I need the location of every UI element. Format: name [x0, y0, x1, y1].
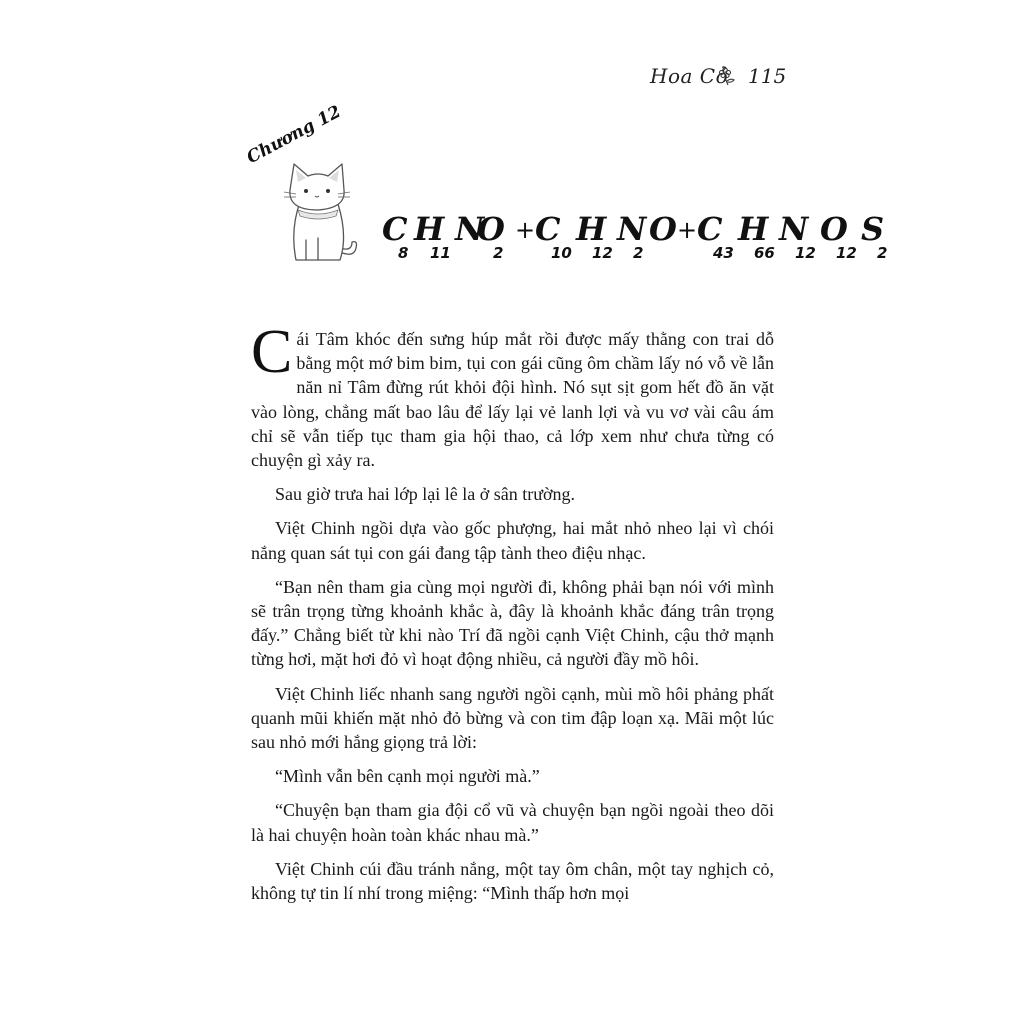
formula-element: H	[414, 210, 445, 248]
paragraph: “Mình vẫn bên cạnh mọi người mà.”	[275, 766, 540, 787]
formula-operator: +	[515, 216, 536, 244]
formula-subscript: 8	[398, 244, 409, 262]
formula-subscript: 12	[836, 244, 857, 262]
formula-subscript: 12	[795, 244, 816, 262]
formula-subscript: 66	[754, 244, 775, 262]
page-number: 115	[748, 64, 787, 88]
drop-cap: C	[251, 318, 293, 386]
formula-element: N	[455, 210, 485, 248]
paragraph: “Chuyện bạn tham gia đội cổ vũ và chuyện bạn ngồi ngoài theo dõi là hai chuyện hoàn toàn khác nhau mà.”	[251, 800, 774, 845]
formula-element: H	[738, 210, 769, 248]
formula-element: C	[535, 210, 561, 248]
paragraph: Việt Chinh cúi đầu tránh nắng, một tay ôm chân, một tay nghịch cỏ, không tự tin lí nhí trong miệng: “Mình thấp hơn mọi	[251, 858, 774, 904]
chapter-label: Chương 12	[243, 101, 345, 168]
book-title: Hoa Cỏ	[650, 64, 729, 88]
paragraph-text: ái Tâm khóc đến sưng húp mắt rồi được mấy thằng con trai dỗ bằng một mớ bim bim, tụi con gái cũng ôm chầm lấy nó vỗ về lẫn năn nỉ Tâm đừng rút khỏi đội hình. Nó sụt sịt gom hết đồ ăn vặt vào lòng, chẳng mất bao lâu để lấy lại vẻ lanh lợi và vu vơ vài câu ám chỉ sẽ vẫn tiếp tục tham gia hội thao, cả lớp xem như chưa từng có chuyện gì xảy ra.	[251, 329, 774, 471]
formula-element: O	[820, 210, 848, 248]
formula-subscript: 10	[551, 244, 572, 262]
formula-subscript: 43	[713, 244, 734, 262]
running-header	[640, 62, 790, 94]
formula-operator: +	[677, 216, 698, 244]
paragraph	[251, 318, 774, 472]
formula-element: C	[382, 210, 408, 248]
chapter-body	[251, 318, 774, 915]
formula-element: C	[697, 210, 723, 248]
formula-subscript: 2	[877, 244, 888, 262]
formula-element: H	[576, 210, 607, 248]
formula-element: S	[861, 210, 885, 248]
formula-element: N	[779, 210, 809, 248]
formula-subscript: 2	[633, 244, 644, 262]
formula-subscript: 2	[493, 244, 504, 262]
paragraph: Sau giờ trưa hai lớp lại lê la ở sân trường.	[275, 484, 576, 505]
cat-icon	[282, 160, 362, 268]
flower-icon	[716, 64, 738, 86]
paragraph: “Bạn nên tham gia cùng mọi người đi, không phải bạn nói với mình sẽ trân trọng từng khoảnh khắc à, đây là khoảnh khắc đáng trân trọng đấy.” Chẳng biết từ khi nào Trí đã ngồi cạnh Việt Chinh, cậu thở mạnh từng hơi, mặt hơi đỏ vì hoạt động nhiều, cả người đầy mồ hôi.	[251, 576, 774, 670]
formula-element: O	[649, 210, 677, 248]
formula-subscript: 11	[430, 244, 451, 262]
formula-element: O	[477, 210, 505, 248]
formula-element: N	[617, 210, 647, 248]
chemical-formula	[382, 200, 888, 270]
formula-subscript: 12	[592, 244, 613, 262]
paragraph: Việt Chinh ngồi dựa vào gốc phượng, hai mắt nhỏ nheo lại vì chói nắng quan sát tụi con gái đang tập tành theo điệu nhạc.	[251, 518, 774, 563]
paragraph: Việt Chinh liếc nhanh sang người ngồi cạnh, mùi mồ hôi phảng phất quanh mũi khiến mặt nhỏ đỏ bừng và con tim đập loạn xạ. Mãi một lúc sau nhỏ mới hắng giọng trả lời:	[251, 683, 774, 753]
